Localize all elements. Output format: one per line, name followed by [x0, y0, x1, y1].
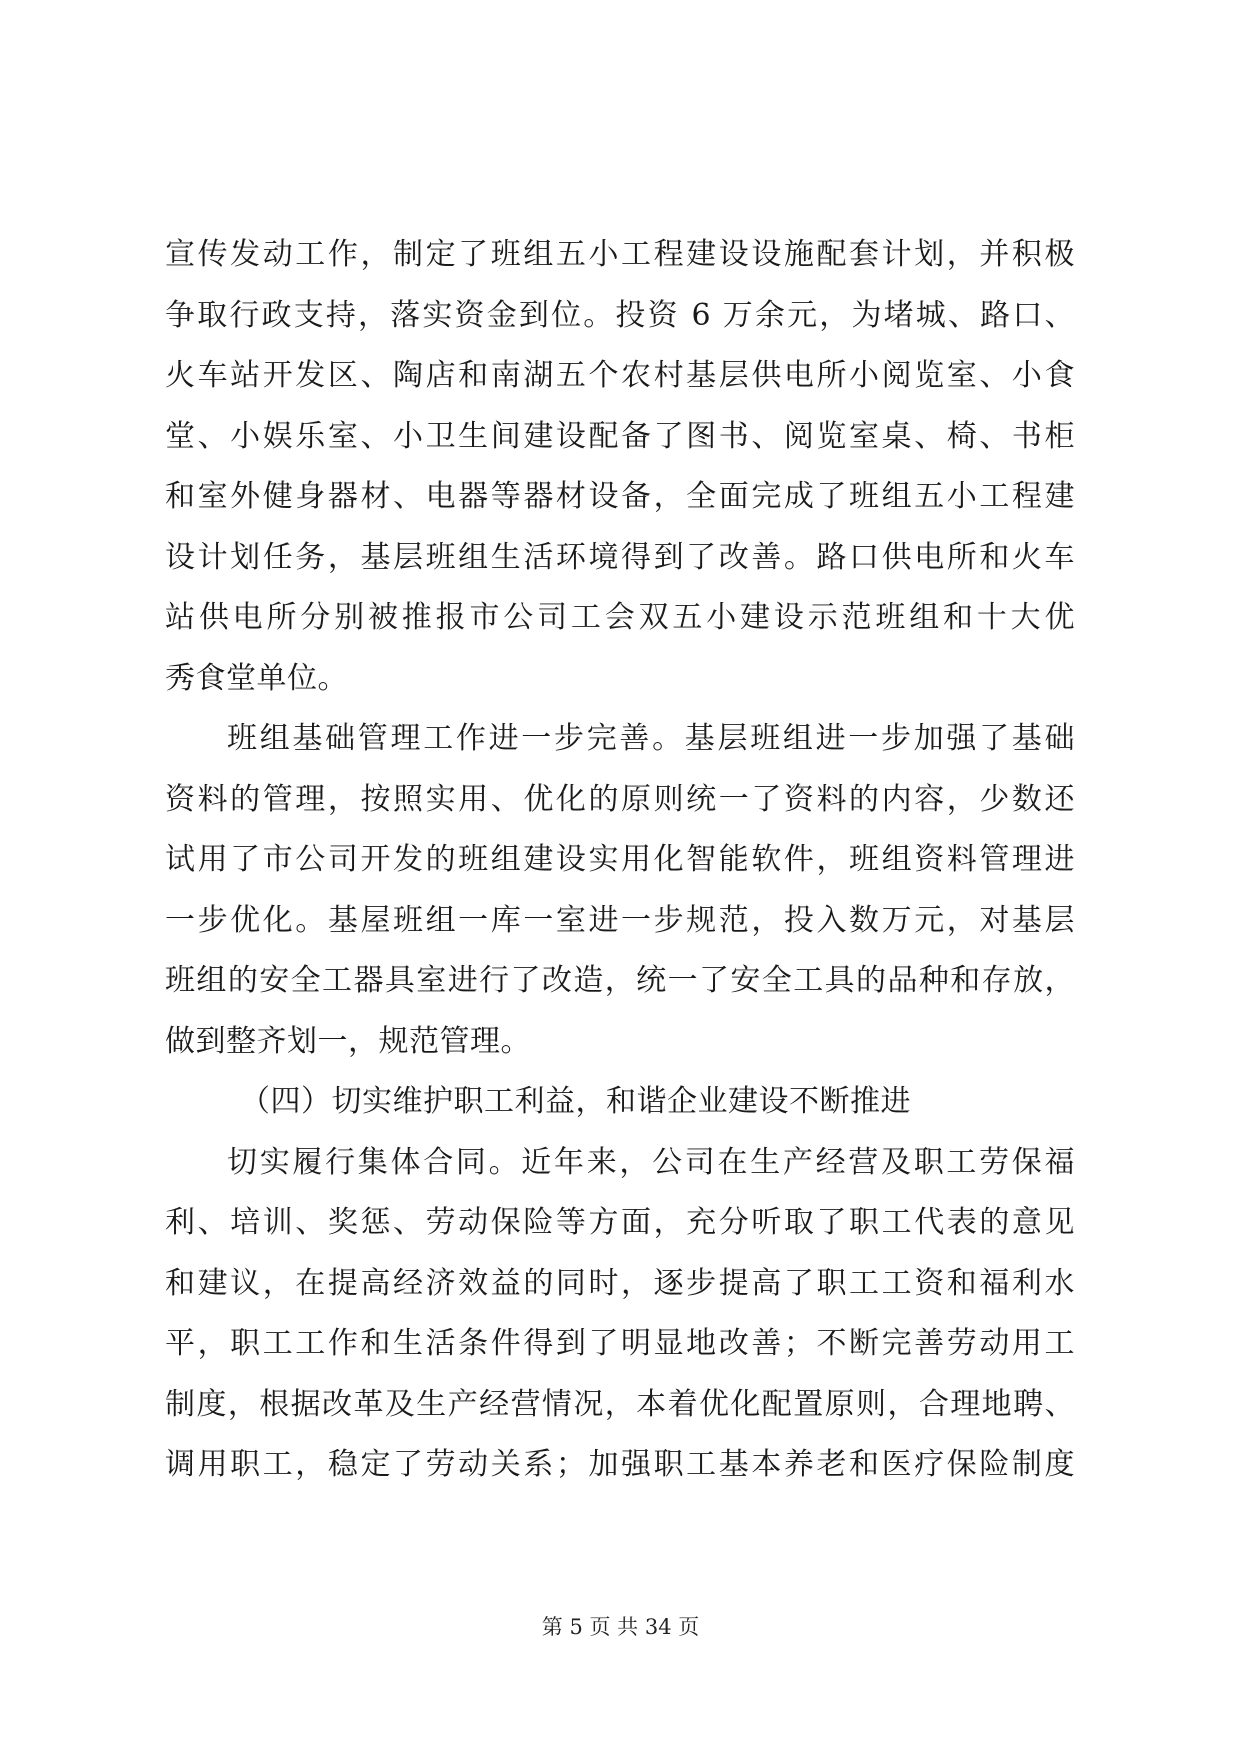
text-line: 利、培训、奖惩、劳动保险等方面，充分听取了职工代表的意见 — [165, 1205, 1075, 1240]
paragraph-2 — [165, 709, 1075, 1072]
section-heading-text: （四）切实维护职工利益，和谐企业建设不断推进 — [240, 1084, 911, 1119]
text-line: 堂、小娱乐室、小卫生间建设配备了图书、阅览室桌、椅、书柜 — [165, 418, 1075, 454]
paragraph-3 — [165, 1133, 1075, 1496]
text-line: 秀食堂单位。 — [165, 660, 348, 696]
text-line: 调用职工，稳定了劳动关系；加强职工基本养老和医疗保险制度 — [165, 1447, 1075, 1482]
paragraph-1 — [165, 225, 1075, 709]
text-line: 班组基础管理工作进一步完善。基层班组进一步加强了基础 — [227, 721, 1075, 756]
text-line: 班组的安全工器具室进行了改造，统一了安全工具的品种和存放， — [165, 963, 1075, 998]
text-line: 平，职工工作和生活条件得到了明显地改善；不断完善劳动用工 — [165, 1326, 1075, 1361]
text-line: 制度，根据改革及生产经营情况，本着优化配置原则，合理地聘、 — [165, 1386, 1075, 1422]
text-line: 做到整齐划一，规范管理。 — [165, 1023, 531, 1059]
text-line: 站供电所分别被推报市公司工会双五小建设示范班组和十大优 — [165, 600, 1075, 635]
text-line: 资料的管理，按照实用、优化的原则统一了资料的内容，少数还 — [165, 781, 1075, 817]
document-body — [165, 225, 1075, 1496]
page-number-footer: 第 5 页 共 34 页 — [541, 1615, 700, 1639]
text-line: 和建议，在提高经济效益的同时，逐步提高了职工工资和福利水 — [165, 1265, 1075, 1301]
text-line: 争取行政支持，落实资金到位。投资 6 万余元，为堵城、路口、 — [165, 297, 1075, 333]
text-line: 切实履行集体合同。近年来，公司在生产经营及职工劳保福 — [227, 1144, 1075, 1180]
text-line: 火车站开发区、陶店和南湖五个农村基层供电所小阅览室、小食 — [165, 358, 1075, 393]
text-line: 宣传发动工作，制定了班组五小工程建设设施配套计划，并积极 — [165, 237, 1075, 272]
section-heading — [165, 1072, 1075, 1133]
text-line: 设计划任务，基层班组生活环境得到了改善。路口供电所和火车 — [165, 539, 1075, 575]
text-line: 试用了市公司开发的班组建设实用化智能软件，班组资料管理进 — [165, 842, 1075, 877]
text-line: 和室外健身器材、电器等器材设备，全面完成了班组五小工程建 — [165, 479, 1075, 514]
text-line: 一步优化。基屋班组一库一室进一步规范，投入数万元，对基层 — [165, 902, 1075, 938]
